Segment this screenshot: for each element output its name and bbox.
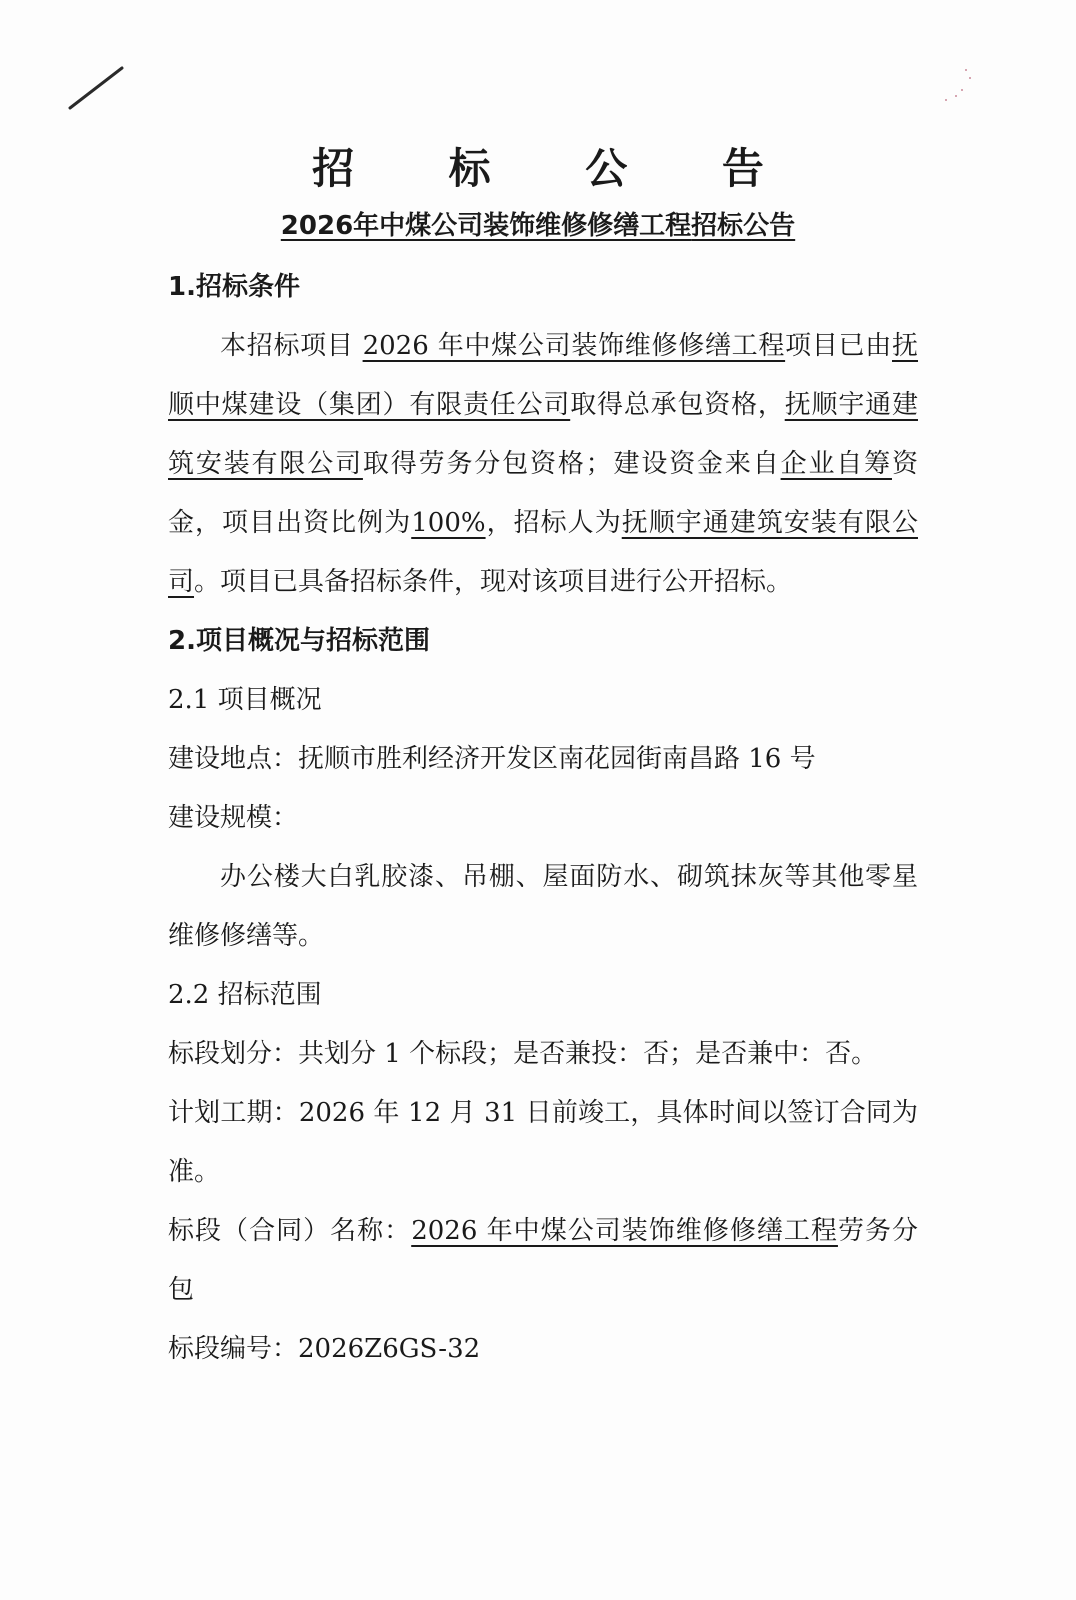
document-body xyxy=(168,258,918,1379)
tenderee: 抚顺宇通建筑安装有限公司 xyxy=(168,508,918,597)
funding-source: 企业自筹 xyxy=(780,449,892,479)
page-title: 招 标 公 告 xyxy=(312,144,804,193)
lot-division: 标段划分：共划分 1 个标段；是否兼投：否；是否兼中：否。 xyxy=(168,1039,878,1069)
text-fragment: ，招标人为 xyxy=(485,508,622,538)
construction-location: 建设地点：抚顺市胜利经济开发区南花园街南昌路 16 号 xyxy=(168,744,816,774)
subcontractor: 抚顺宇通建筑安装有限公司 xyxy=(168,390,918,479)
funding-ratio: 100% xyxy=(411,508,486,538)
contract-name: 2026 年中煤公司装饰维修修缮工程 xyxy=(411,1216,838,1246)
text-fragment: 。项目已具备招标条件，现对该项目进行公开招标。 xyxy=(194,567,793,597)
construction-scale-text: 办公楼大白乳胶漆、吊棚、屋面防水、砌筑抹灰等其他零星维修修缮等。 xyxy=(168,862,918,951)
corner-dots-mark xyxy=(926,60,976,110)
contract-name-line xyxy=(168,1202,918,1320)
subtitle-project-name: 2026年中煤公司装饰维修修缮工程 xyxy=(280,211,692,241)
section-heading-1: 1.招标条件 xyxy=(168,272,300,302)
text-fragment: 项目已由 xyxy=(785,331,892,361)
project-name: 2026 年中煤公司装饰维修修缮工程 xyxy=(362,331,786,361)
text-fragment: 取得总承包资格， xyxy=(570,390,785,420)
tender-conditions-paragraph xyxy=(168,317,918,612)
planned-period: 计划工期：2026 年 12 月 31 日前竣工，具体时间以签订合同为准。 xyxy=(168,1098,918,1187)
construction-scale-label: 建设规模： xyxy=(168,803,299,833)
text-fragment: 资金，项目出资比例为 xyxy=(168,449,918,538)
lot-number: 标段编号：2026Z6GS-32 xyxy=(168,1334,481,1364)
pen-stroke-mark xyxy=(66,62,126,112)
page-subtitle xyxy=(0,205,1076,242)
subtitle-suffix: 招标公告 xyxy=(691,211,796,241)
text-fragment: 取得劳务分包资格；建设资金来自 xyxy=(362,449,781,479)
general-contractor: 抚顺中煤建设（集团）有限责任公司 xyxy=(168,331,919,420)
text-fragment: 本招标项目 xyxy=(220,331,363,361)
contract-label: 标段（合同）名称： xyxy=(168,1216,412,1246)
section-heading-2: 2.项目概况与招标范围 xyxy=(168,626,430,656)
subsection-heading-2-2: 2.2 招标范围 xyxy=(168,980,322,1010)
subsection-heading-2-1: 2.1 项目概况 xyxy=(168,685,322,715)
contract-suffix: 劳务分包 xyxy=(168,1216,918,1305)
